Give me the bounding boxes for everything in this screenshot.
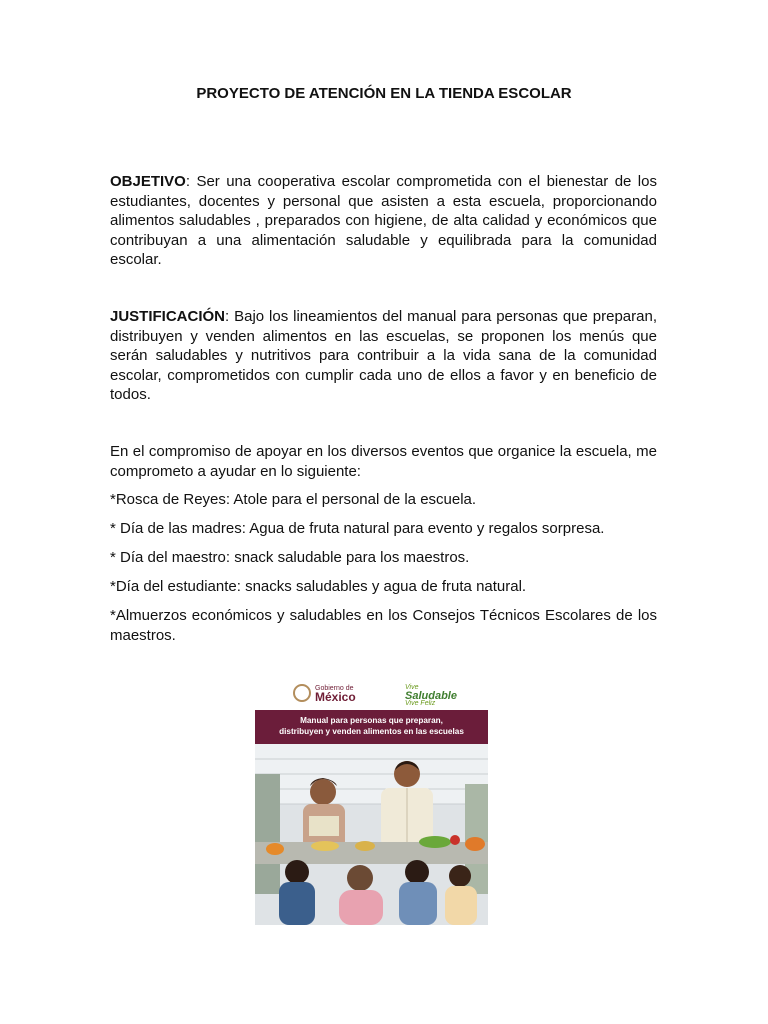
justificacion-text: : Bajo los lineamientos del manual para personas que preparan, distribuyen y venden alimentos en las escuelas, se proponen los menús que serán saludables y nutritivos para contribuir a la vida sana de la comunidad escolar, comprometidos con cumplir cada uno de ellos a favor y en beneficio de todos. xyxy=(110,308,657,403)
justificacion-label: JUSTIFICACIÓN xyxy=(110,308,226,325)
objetivo-label: OBJETIVO xyxy=(110,173,186,190)
justificacion-paragraph xyxy=(110,307,657,405)
manual-cover-image xyxy=(255,676,488,925)
objetivo-text: : Ser una cooperativa escolar comprometida con el bienestar de los estudiantes, docentes y personal que asisten a esta escuela, proporcionando alimentos saludables , preparados con higiene, de alta calidad y económicos que contribuyan a una alimentación saludable y equilibrada para la comunidad escolar. xyxy=(110,173,657,268)
saludable-text: Saludable xyxy=(405,690,457,702)
objetivo-paragraph xyxy=(110,172,657,270)
document-title: PROYECTO DE ATENCIÓN EN LA TIENDA ESCOLAR xyxy=(196,85,572,102)
seal-icon xyxy=(293,684,311,702)
cover-banner xyxy=(255,710,488,744)
vive-saludable-logo xyxy=(405,684,457,708)
food-vendors-illustration xyxy=(255,744,488,925)
vive-feliz-text: Vive Feliz xyxy=(405,700,436,707)
gob-small-text: Gobierno de xyxy=(315,685,354,692)
gobierno-logo xyxy=(293,684,356,702)
banner-line-1: Manual para personas que preparan, xyxy=(300,716,443,725)
list-item: *Almuerzos económicos y saludables en los Consejos Técnicos Escolares de los maestros. xyxy=(110,607,657,644)
gob-big-text: México xyxy=(315,690,356,704)
banner-line-2: distribuyen y venden alimentos en las escuelas xyxy=(279,727,464,736)
cover-header xyxy=(255,676,488,710)
vive-text: Vive xyxy=(405,684,419,691)
list-item: * Día del maestro: snack saludable para los maestros. xyxy=(110,549,470,566)
list-item: *Rosca de Reyes: Atole para el personal de la escuela. xyxy=(110,491,477,508)
compromiso-paragraph: En el compromiso de apoyar en los diversos eventos que organice la escuela, me comprometo a ayudar en lo siguiente: xyxy=(110,443,657,480)
list-item: * Día de las madres: Agua de fruta natural para evento y regalos sorpresa. xyxy=(110,520,605,537)
list-item: *Día del estudiante: snacks saludables y agua de fruta natural. xyxy=(110,578,527,595)
